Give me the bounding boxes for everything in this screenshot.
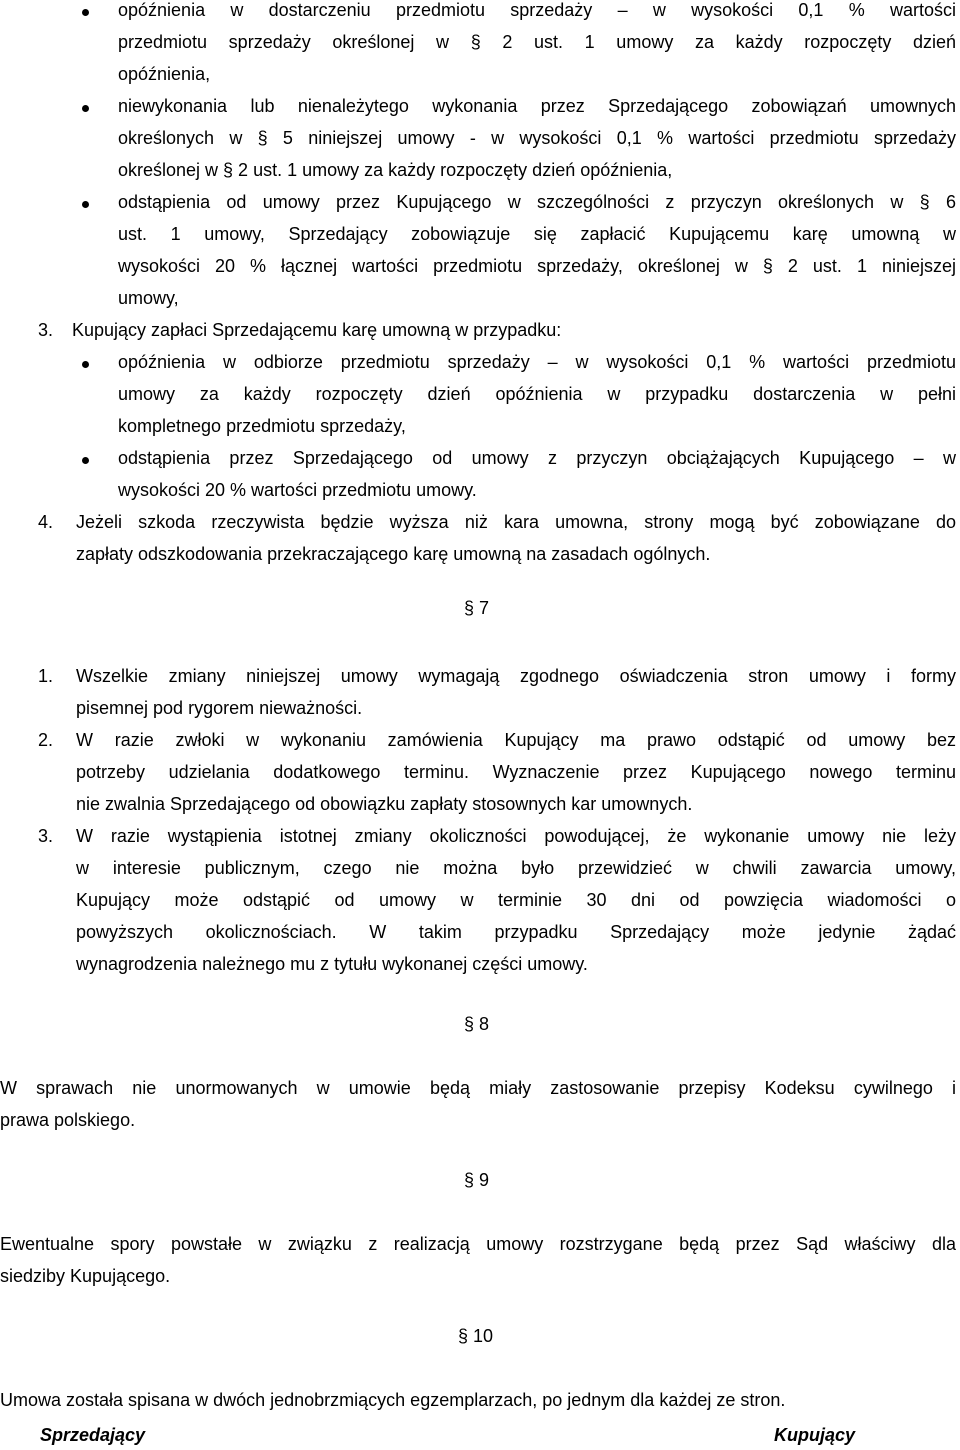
point-line: Wszelkie zmiany niniejszej umowy wymagają zgodnego oświadczenia stron umowy i formy xyxy=(76,666,956,686)
section-heading-9: § 9 xyxy=(464,1170,490,1190)
section-heading-8: § 8 xyxy=(464,1014,490,1034)
point-line: W razie zwłoki w wykonaniu zamówienia Kupujący ma prawo odstąpić od umowy bez xyxy=(76,730,956,750)
bullet-icon xyxy=(82,9,89,16)
point-line: W razie wystąpienia istotnej zmiany okoliczności powodującej, że wykonanie umowy nie leży xyxy=(76,826,956,846)
point-number: 1. xyxy=(38,666,54,686)
bullet-icon xyxy=(82,105,89,112)
signature-seller: Sprzedający xyxy=(40,1425,146,1445)
list-line: wysokości 20 % łącznej wartości przedmiotu sprzedaży, określonej w § 2 ust. 1 niniejszej xyxy=(118,256,956,276)
section-8-line: prawa polskiego. xyxy=(0,1110,136,1130)
point-line: Jeżeli szkoda rzeczywista będzie wyższa niż kara umowna, strony mogą być zobowiązane do xyxy=(76,512,956,532)
point-line: nie zwalnia Sprzedającego od obowiązku zapłaty stosownych kar umownych. xyxy=(76,794,693,814)
point-line: wynagrodzenia należnego mu z tytułu wykonanej części umowy. xyxy=(76,954,588,974)
point-number: 3. xyxy=(38,320,54,340)
list-line: umowy za każdy rozpoczęty dzień opóźnienia w przypadku dostarczenia w pełni xyxy=(118,384,956,404)
list-line: odstąpienia przez Sprzedającego od umowy z przyczyn obciążających Kupującego – w xyxy=(118,448,956,468)
section-heading-10: § 10 xyxy=(458,1326,494,1346)
bullet-icon xyxy=(82,361,89,368)
list-line: określonej w § 2 ust. 1 umowy za każdy rozpoczęty dzień opóźnienia, xyxy=(118,160,673,180)
list-line: odstąpienia od umowy przez Kupującego w szczególności z przyczyn określonych w § 6 xyxy=(118,192,956,212)
point-text: Kupujący zapłaci Sprzedającemu karę umowną w przypadku: xyxy=(72,320,562,340)
list-line: wysokości 20 % wartości przedmiotu umowy. xyxy=(118,480,477,500)
point-number: 3. xyxy=(38,826,54,846)
point-number: 2. xyxy=(38,730,54,750)
point-line: potrzeby udzielania dodatkowego terminu. Wyznaczenie przez Kupującego nowego terminu xyxy=(76,762,956,782)
point-line: powyższych okolicznościach. W takim przypadku Sprzedający może jedynie żądać xyxy=(76,922,956,942)
point-line: pisemnej pod rygorem nieważności. xyxy=(76,698,363,718)
list-line: opóźnienia w odbiorze przedmiotu sprzedaży – w wysokości 0,1 % wartości przedmiotu xyxy=(118,352,956,372)
list-line: niewykonania lub nienależytego wykonania przez Sprzedającego zobowiązań umownych xyxy=(118,96,956,116)
point-line: Kupujący może odstąpić od umowy w terminie 30 dni od powzięcia wiadomości o xyxy=(76,890,956,910)
point-number: 4. xyxy=(38,512,54,532)
section-9-line: siedziby Kupującego. xyxy=(0,1266,171,1286)
section-heading-7: § 7 xyxy=(464,598,490,618)
signature-buyer: Kupujący xyxy=(774,1425,856,1445)
point-line: zapłaty odszkodowania przekraczającego karę umowną na zasadach ogólnych. xyxy=(76,544,711,564)
list-line: przedmiotu sprzedaży określonej w § 2 ust. 1 umowy za każdy rozpoczęty dzień xyxy=(118,32,956,52)
list-line: określonych w § 5 niniejszej umowy - w wysokości 0,1 % wartości przedmiotu sprzedaży xyxy=(118,128,956,148)
bullet-icon xyxy=(82,201,89,208)
list-line: opóźnienia, xyxy=(118,64,211,84)
list-line: umowy, xyxy=(118,288,179,308)
section-9-line: Ewentualne spory powstałe w związku z realizacją umowy rozstrzygane będą przez Sąd właściwy dla xyxy=(0,1234,956,1254)
section-8-line: W sprawach nie unormowanych w umowie będą miały zastosowanie przepisy Kodeksu cywilnego i xyxy=(0,1078,956,1098)
section-10-line: Umowa została spisana w dwóch jednobrzmiących egzemplarzach, po jednym dla każdej ze stron. xyxy=(0,1390,786,1410)
list-line: kompletnego przedmiotu sprzedaży, xyxy=(118,416,406,436)
list-line: opóźnienia w dostarczeniu przedmiotu sprzedaży – w wysokości 0,1 % wartości xyxy=(118,0,956,20)
bullet-icon xyxy=(82,457,89,464)
list-line: ust. 1 umowy, Sprzedający zobowiązuje się zapłacić Kupującemu karę umowną w xyxy=(118,224,956,244)
point-line: w interesie publicznym, czego nie można było przewidzieć w chwili zawarcia umowy, xyxy=(76,858,956,878)
